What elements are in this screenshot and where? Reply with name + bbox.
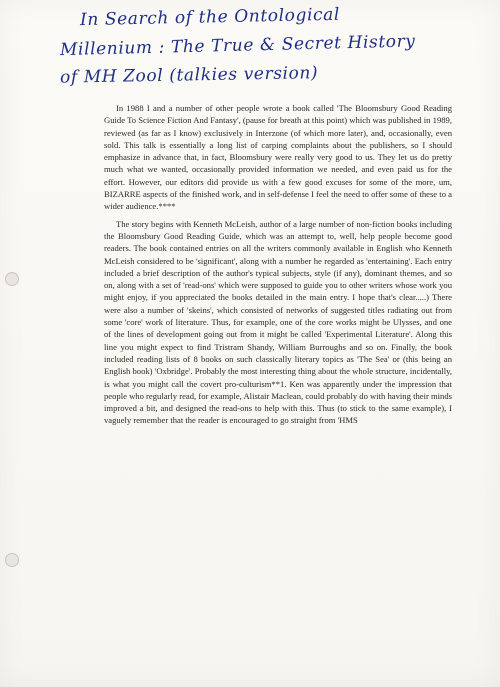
handwritten-title (59, 2, 478, 97)
paragraph: In 1988 I and a number of other people wrote a book called 'The Bloomsbury Good Reading Guide To Science Fiction And Fantasy', (pause for breath at this point) which was published in 1989, reviewed (as far as I know) exclusively in Interzone (of which more later), and, occasionally, even sold. This talk is essentially a long list of carping complaints about the publishers, so I should emphasize in advance that, in fact, Bloomsbury were really very good to us. They let us do pretty much what we wanted, occasionally provided information we needed, and even paid us for the effort. However, our editors did provide us with a few good excuses for some of the more, um, BIZARRE aspects of the finished work, and in self-defense I feel the need to offer some of these to a wider audience.**** (104, 103, 452, 212)
punch-hole (5, 553, 19, 567)
handwritten-title-line: Millenium : The True & Secret History (59, 31, 416, 61)
body-text (104, 102, 452, 432)
paragraph: The story begins with Kenneth McLeish, author of a large number of non-fiction books including the Bloomsbury Good Reading Guide, which was an attempt to, well, help people become good readers. The book contained entries on all the writers commonly available in English who Kenneth McLeish considered to be 'significant', along with a number he regarded as 'entertaining'. Each entry included a brief description of the author's typical subjects, style (if any), dominant themes, and so on, along with a set of 'read-ons' which were supposed to guide you to other writers whose work you might enjoy, if you appreciated the books detailed in the main entry. I hope that's clear.....) There were also a number of 'skeins', which consisted of networks of suggested titles radiating out from some 'core' work of literature. Thus, for example, one of the core works might be Ulysses, and one of the lines of development going out from it might be called 'Experimental Literature'. Along this line you might expect to find Tristram Shandy, William Burroughs and so on. Finally, the book included reading lists of 8 books on such classically literary topics as 'The Sea' or (this being an English book) 'Oxbridge'. Probably the most interesting thing about the whole structure, incidentally, is what you might call the covert pro-culturism**1. Ken was apparently under the impression that people who regularly read, for example, Alistair Maclean, could probably do with having their minds improved a bit, and designed the read-ons to help with this. Thus (to stick to the same example), I vaguely remember that the reader is encouraged to go straight from 'HMS (104, 218, 452, 426)
punch-hole (5, 272, 19, 286)
handwritten-title-line: In Search of the Ontological (79, 4, 341, 31)
handwritten-title-line: of MH Zool (talkies version) (59, 63, 319, 88)
